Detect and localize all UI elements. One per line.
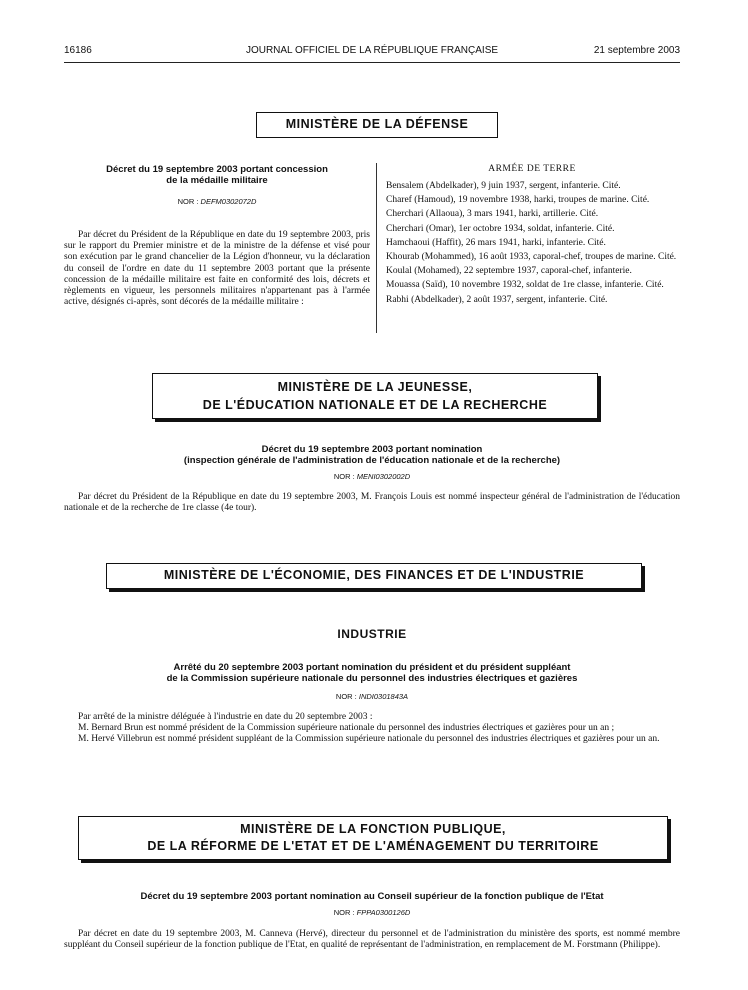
page-header — [64, 45, 680, 59]
decree-title-jeunesse: Décret du 19 septembre 2003 portant nomination (inspection générale de l'administration de l'éducation nationale et de la recherche) — [183, 444, 561, 466]
paragraph: M. Bernard Brun est nommé président de la Commission supérieure nationale du personnel des industries électriques et gazières pour un an ; — [78, 723, 615, 734]
decree-body-fonction-publique: Par décret en date du 19 septembre 2003, M. Canneva (Hervé), directeur du personnel et de l'administration du ministère des sports, est nommé membre suppléant du Conseil supérieur de la fonction publique de l'Etat, en qualité de représentant de l'administration, en remplacement de M. Forstmann (Philippe). — [64, 929, 680, 951]
decree-body-jeunesse: Par décret du Président de la République en date du 19 septembre 2003, M. François Louis est nommé inspecteur général de l'administration de l'éducation nationale et de la recherche de 1re classe (4e tour). — [64, 492, 680, 514]
list-item: Rabhi (Abdelkader), 2 août 1937, sergent, infanterie. Cité. — [386, 294, 608, 305]
issue-date: 21 septembre 2003 — [593, 45, 680, 56]
page-number: 16186 — [64, 45, 92, 56]
nor-fonction-publique: NOR : FPPA0300126D — [333, 908, 411, 917]
decree-title-defense: Décret du 19 septembre 2003 portant concession de la médaille militaire — [106, 164, 328, 186]
ministry-title-fp-1: MINISTÈRE DE LA FONCTION PUBLIQUE, — [240, 822, 506, 836]
nor-defense: NOR : DEFM0302072D — [177, 197, 257, 206]
nor-economie: NOR : INDI0301843A — [335, 692, 409, 701]
armee-list — [386, 181, 680, 309]
ministry-title-fp-2: DE LA RÉFORME DE L'ETAT ET DE L'AMÉNAGEMENT DU TERRITOIRE — [147, 839, 599, 853]
armee-heading: ARMÉE DE TERRE — [488, 164, 576, 174]
ministry-box-economie — [106, 563, 642, 589]
decree-title-economie: Arrêté du 20 septembre 2003 portant nomination du président et du président suppléant de la Commission supérieure nationale du personnel des industries électriques et gazières — [166, 662, 578, 684]
ministry-title-jeunesse-1: MINISTÈRE DE LA JEUNESSE, — [277, 380, 473, 394]
ministry-box-fonction-publique — [78, 816, 668, 860]
list-item: Koulal (Mohamed), 22 septembre 1937, caporal-chef, infanterie. — [386, 266, 632, 277]
list-item: Mouassa (Saïd), 10 novembre 1932, soldat de 1re classe, infanterie. Cité. — [386, 280, 664, 291]
ministry-title-defense: MINISTÈRE DE LA DÉFENSE — [285, 117, 469, 131]
paragraph: M. Hervé Villebrun est nommé président suppléant de la Commission supérieure nationale du personnel des industries électriques et gazières pour un an. — [78, 734, 660, 745]
decree-body-defense: Par décret du Président de la République en date du 19 septembre 2003, pris sur le rapport du Premier ministre et de la ministre de la défense et visé pour son exécution par le grand chancelier de la Légion d'honneur, vu la déclaration du conseil de l'ordre en date du 11 septembre 2003 portant que la présente concession de la médaille militaire est faite en conformité des lois, décrets et règlements en vigueur, les personnels militaires n'appartenant pas à l'armée active, désignés ci-après, sont décorés de la médaille militaire : — [64, 230, 370, 308]
decree-title-fonction-publique: Décret du 19 septembre 2003 portant nomination au Conseil supérieur de la fonction publique de l'Etat — [140, 891, 604, 902]
decree-body-economie — [64, 712, 680, 746]
ministry-box-jeunesse — [152, 373, 598, 419]
list-item: Cherchari (Allaoua), 3 mars 1941, harki, artillerie. Cité. — [386, 209, 599, 220]
list-item: Khourab (Mohammed), 16 août 1933, caporal-chef, troupes de marine. Cité. — [386, 252, 677, 263]
column-divider — [376, 163, 377, 333]
paragraph: Par arrêté de la ministre déléguée à l'industrie en date du 20 septembre 2003 : — [78, 712, 373, 722]
header-rule — [64, 62, 680, 63]
list-item: Charef (Hamoud), 19 novembre 1938, harki, troupes de marine. Cité. — [386, 195, 650, 206]
nor-jeunesse: NOR : MENI0302002D — [333, 472, 411, 481]
ministry-title-jeunesse-2: DE L'ÉDUCATION NATIONALE ET DE LA RECHERCHE — [202, 398, 548, 412]
section-title-industrie: INDUSTRIE — [337, 627, 407, 641]
list-item: Bensalem (Abdelkader), 9 juin 1937, sergent, infanterie. Cité. — [386, 181, 621, 191]
journal-title: JOURNAL OFFICIEL DE LA RÉPUBLIQUE FRANÇAISE — [245, 45, 499, 56]
ministry-title-economie: MINISTÈRE DE L'ÉCONOMIE, DES FINANCES ET DE L'INDUSTRIE — [163, 568, 585, 582]
ministry-box-defense — [256, 112, 498, 138]
list-item: Hamchaoui (Haffit), 26 mars 1941, harki, infanterie. Cité. — [386, 237, 606, 248]
list-item: Cherchari (Omar), 1er octobre 1934, soldat, infanterie. Cité. — [386, 223, 615, 234]
